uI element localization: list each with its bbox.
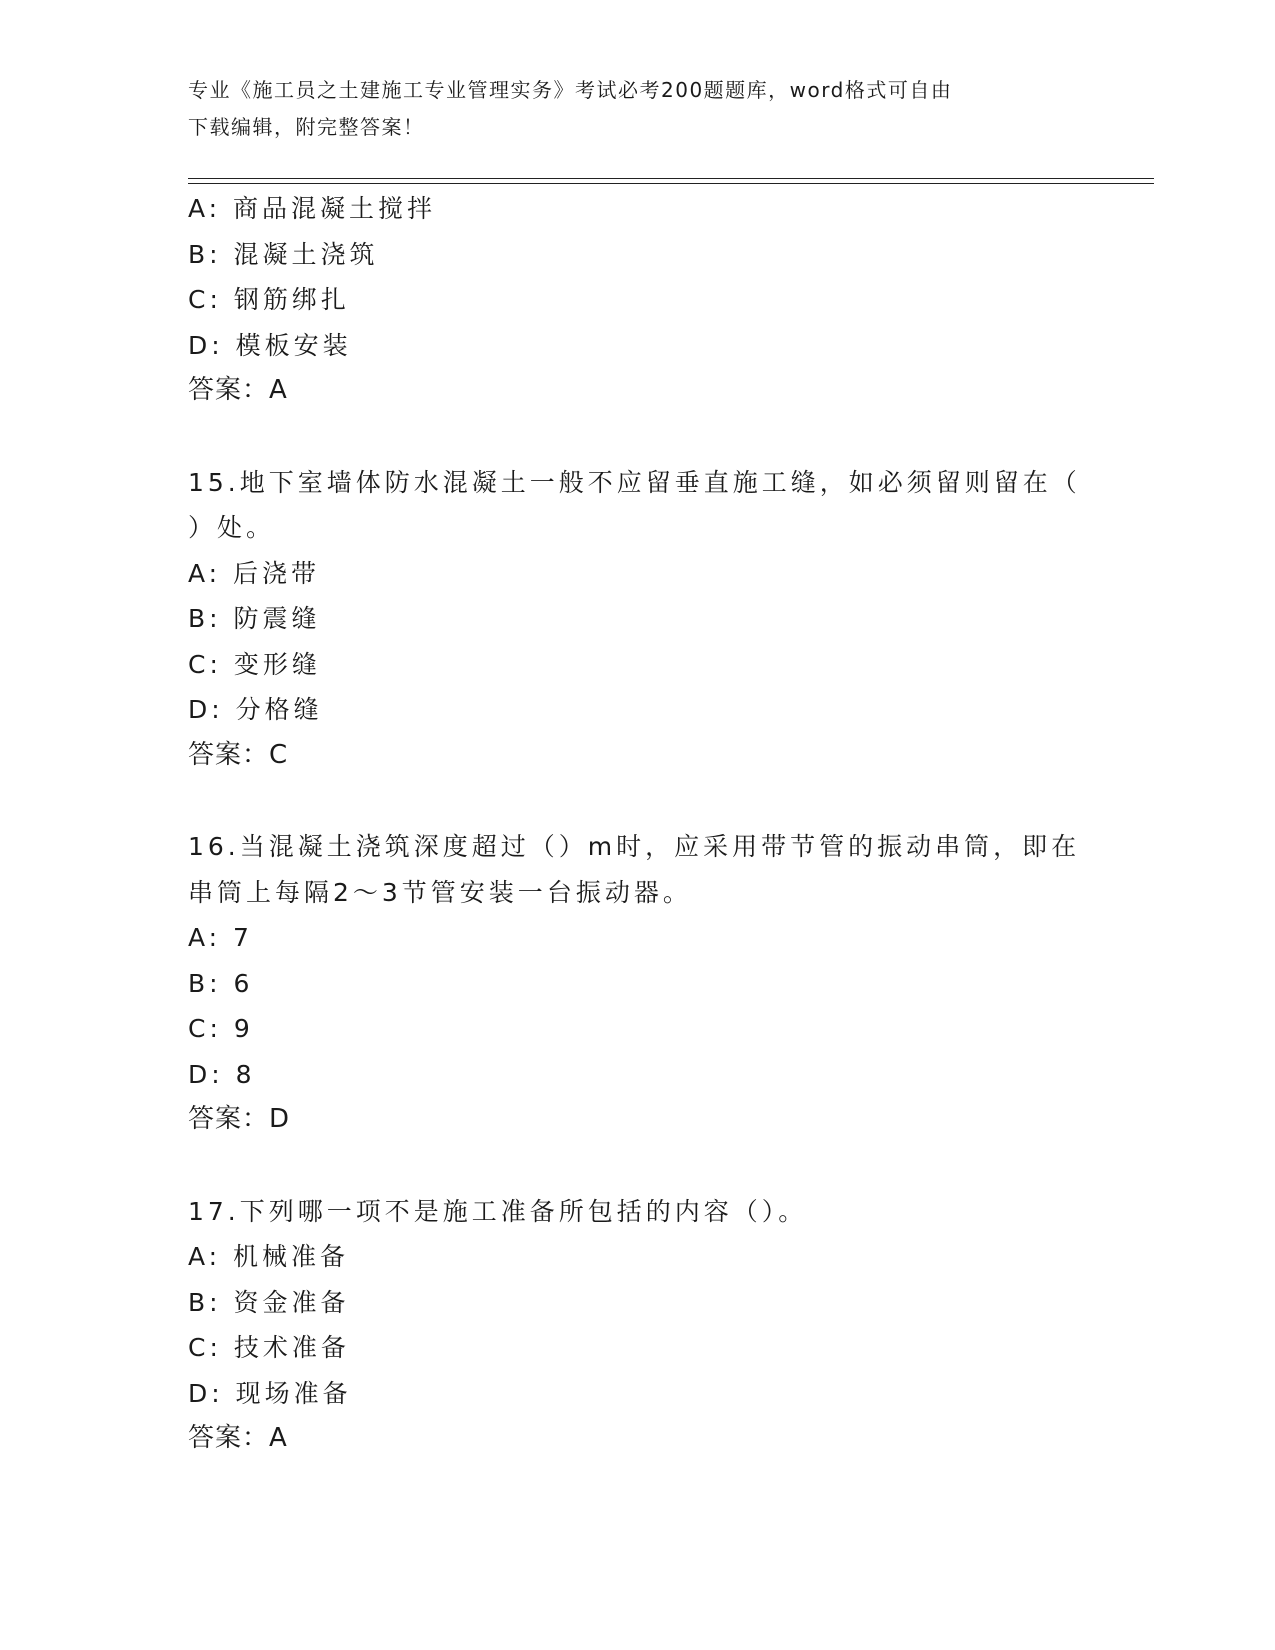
option-d: D: 模板安装 — [188, 330, 352, 360]
option-c: C: 变形缝 — [188, 649, 321, 679]
option-b: B: 资金准备 — [188, 1287, 350, 1317]
option-b: B: 防震缝 — [188, 604, 321, 633]
option-c: C: 钢筋绑扎 — [188, 285, 350, 314]
question-stem-line: ）处。 — [188, 513, 276, 542]
option-a: A: 机械准备 — [188, 1242, 350, 1271]
question-list — [188, 186, 1088, 1462]
document-header — [188, 72, 1088, 146]
question-block-17 — [188, 1189, 1088, 1462]
question-block-15 — [188, 460, 1088, 779]
option-b: B: 混凝土浇筑 — [188, 239, 379, 269]
option-d: D: 分格缝 — [188, 695, 323, 724]
answer-line: 答案：C — [188, 739, 289, 770]
question-stem-line: 串筒上每隔2～3节管安装一台振动器。 — [188, 877, 692, 907]
option-d: D: 现场准备 — [188, 1378, 352, 1408]
option-c: C: 技术准备 — [188, 1333, 350, 1362]
question-stem-line: 15.地下室墙体防水混凝土一般不应留垂直施工缝，如必须留则留在（ — [188, 467, 1081, 497]
answer-line: 答案：D — [188, 1104, 291, 1134]
option-c: C: 9 — [188, 1014, 254, 1043]
answer-line: 答案：A — [188, 1423, 288, 1453]
option-a: A: 后浇带 — [188, 558, 321, 588]
header-divider-bottom — [188, 183, 1154, 184]
option-a: A: 7 — [188, 923, 253, 952]
option-b: B: 6 — [188, 968, 254, 998]
option-a: A: 商品混凝土搅拌 — [188, 194, 437, 223]
header-line-2: 下载编辑，附完整答案！ — [188, 115, 425, 139]
question-stem-line: 16.当混凝土浇筑深度超过（）m时，应采用带节管的振动串筒，即在 — [188, 832, 1081, 861]
option-d: D: 8 — [188, 1059, 256, 1089]
question-block-14 — [188, 186, 1088, 414]
answer-line: 答案：A — [188, 375, 288, 405]
header-line-1: 专业《施工员之土建施工专业管理实务》考试必考200题题库，word格式可自由 — [188, 78, 953, 102]
question-block-16 — [188, 824, 1088, 1143]
header-divider-top — [188, 178, 1154, 179]
question-stem-line: 17.下列哪一项不是施工准备所包括的内容（）。 — [188, 1196, 808, 1226]
